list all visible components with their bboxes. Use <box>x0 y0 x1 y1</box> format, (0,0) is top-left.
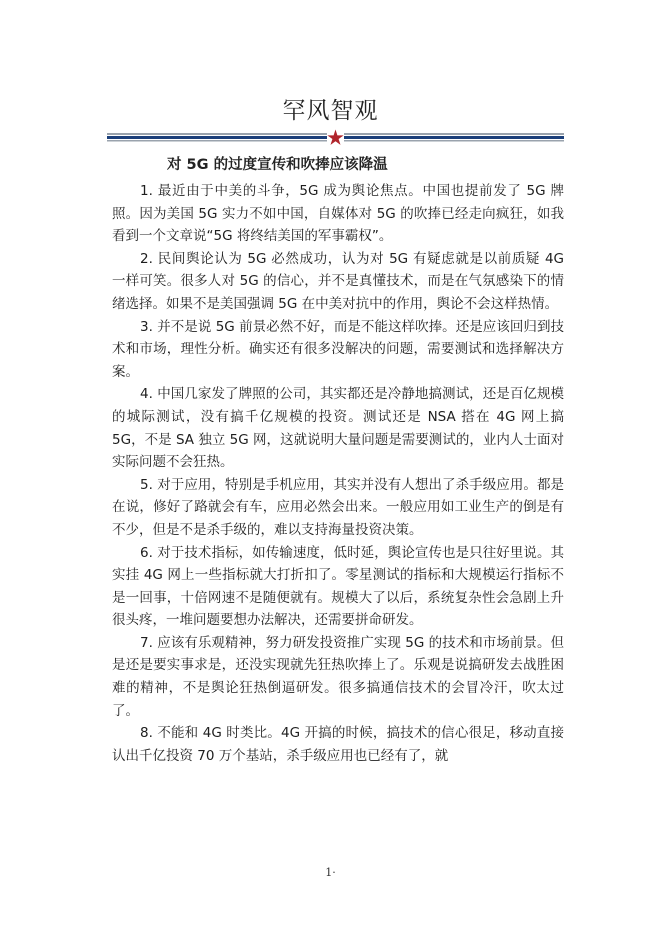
paragraph-1: 1. 最近由于中美的斗争，5G 成为舆论焦点。中国也提前发了 5G 牌照。因为美国 5G 实力不如中国，自媒体对 5G 的吹捧已经走向疯狂，如我看到一个文章说“5G 将终结美国的军事霸权”。 <box>112 183 564 245</box>
paragraph-7: 7. 应该有乐观精神，努力研发投资推广实现 5G 的技术和市场前景。但是还是要实事求是，还没实现就先狂热吹捧上了。乐观是说搞研发去战胜困难的精神，不是舆论狂热倒逼研发。很多搞通信技术的会冒冷汗，吹太过了。 <box>112 634 564 719</box>
article-headline: 对 5G 的过度宣传和吹捧应该降温 <box>167 157 388 173</box>
paragraph-5: 5. 对于应用，特别是手机应用，其实并没有人想出了杀手级应用。都是在说，修好了路就会有车，应用必然会出来。一般应用如工业生产的倒是有不少，但是不是杀手级的，难以支持海量投资决策。 <box>112 476 564 538</box>
divider-line-right <box>344 136 564 139</box>
divider-line-top-right <box>344 133 564 135</box>
divider-line-top-left <box>107 133 327 135</box>
masthead-divider <box>107 128 564 148</box>
paragraph-2: 2. 民间舆论认为 5G 必然成功，认为对 5G 有疑虑就是以前质疑 4G 一样可笑。很多人对 5G 的信心，并不是真懂技术，而是在气氛感染下的情绪选择。如果不是美国强调 5G 在中美对抗中的作用，舆论不会这样热情。 <box>112 250 564 312</box>
divider-line-bottom-right <box>344 140 564 142</box>
divider-line-bottom-left <box>107 140 327 142</box>
red-star-icon <box>327 130 343 145</box>
divider-line-left <box>107 136 327 139</box>
paragraph-3: 3. 并不是说 5G 前景必然不好，而是不能这样吹捧。还是应该回归到技术和市场，理性分析。确实还有很多没解决的问题，需要测试和选择解决方案。 <box>112 318 564 380</box>
masthead-title: 罕风智观 <box>282 98 379 124</box>
paragraph-8: 8. 不能和 4G 时类比。4G 开搞的时候，搞技术的信心很足，移动直接认出千亿投资 70 万个基站，杀手级应用也已经有了，就 <box>112 725 564 764</box>
page-number: 1· <box>325 866 336 879</box>
paragraph-4: 4. 中国几家发了牌照的公司，其实都还是冷静地搞测试，还是百亿规模的城际测试，没有搞千亿规模的投资。测试还是 NSA 搭在 4G 网上搞 5G，不是 SA 独立 5G 网，这就说明大量问题是需要测试的，业内人士面对实际问题不会狂热。 <box>112 386 564 471</box>
article-body <box>112 180 564 767</box>
paragraph-6: 6. 对于技术指标，如传输速度，低时延，舆论宣传也是只往好里说。其实挂 4G 网上一些指标就大打折扣了。零星测试的指标和大规模运行指标不是一回事，十倍网速不是随便就有。规模大了以后，系统复杂性会急剧上升很头疼，一堆问题要想办法解决，还需要拼命研发。 <box>112 544 564 629</box>
